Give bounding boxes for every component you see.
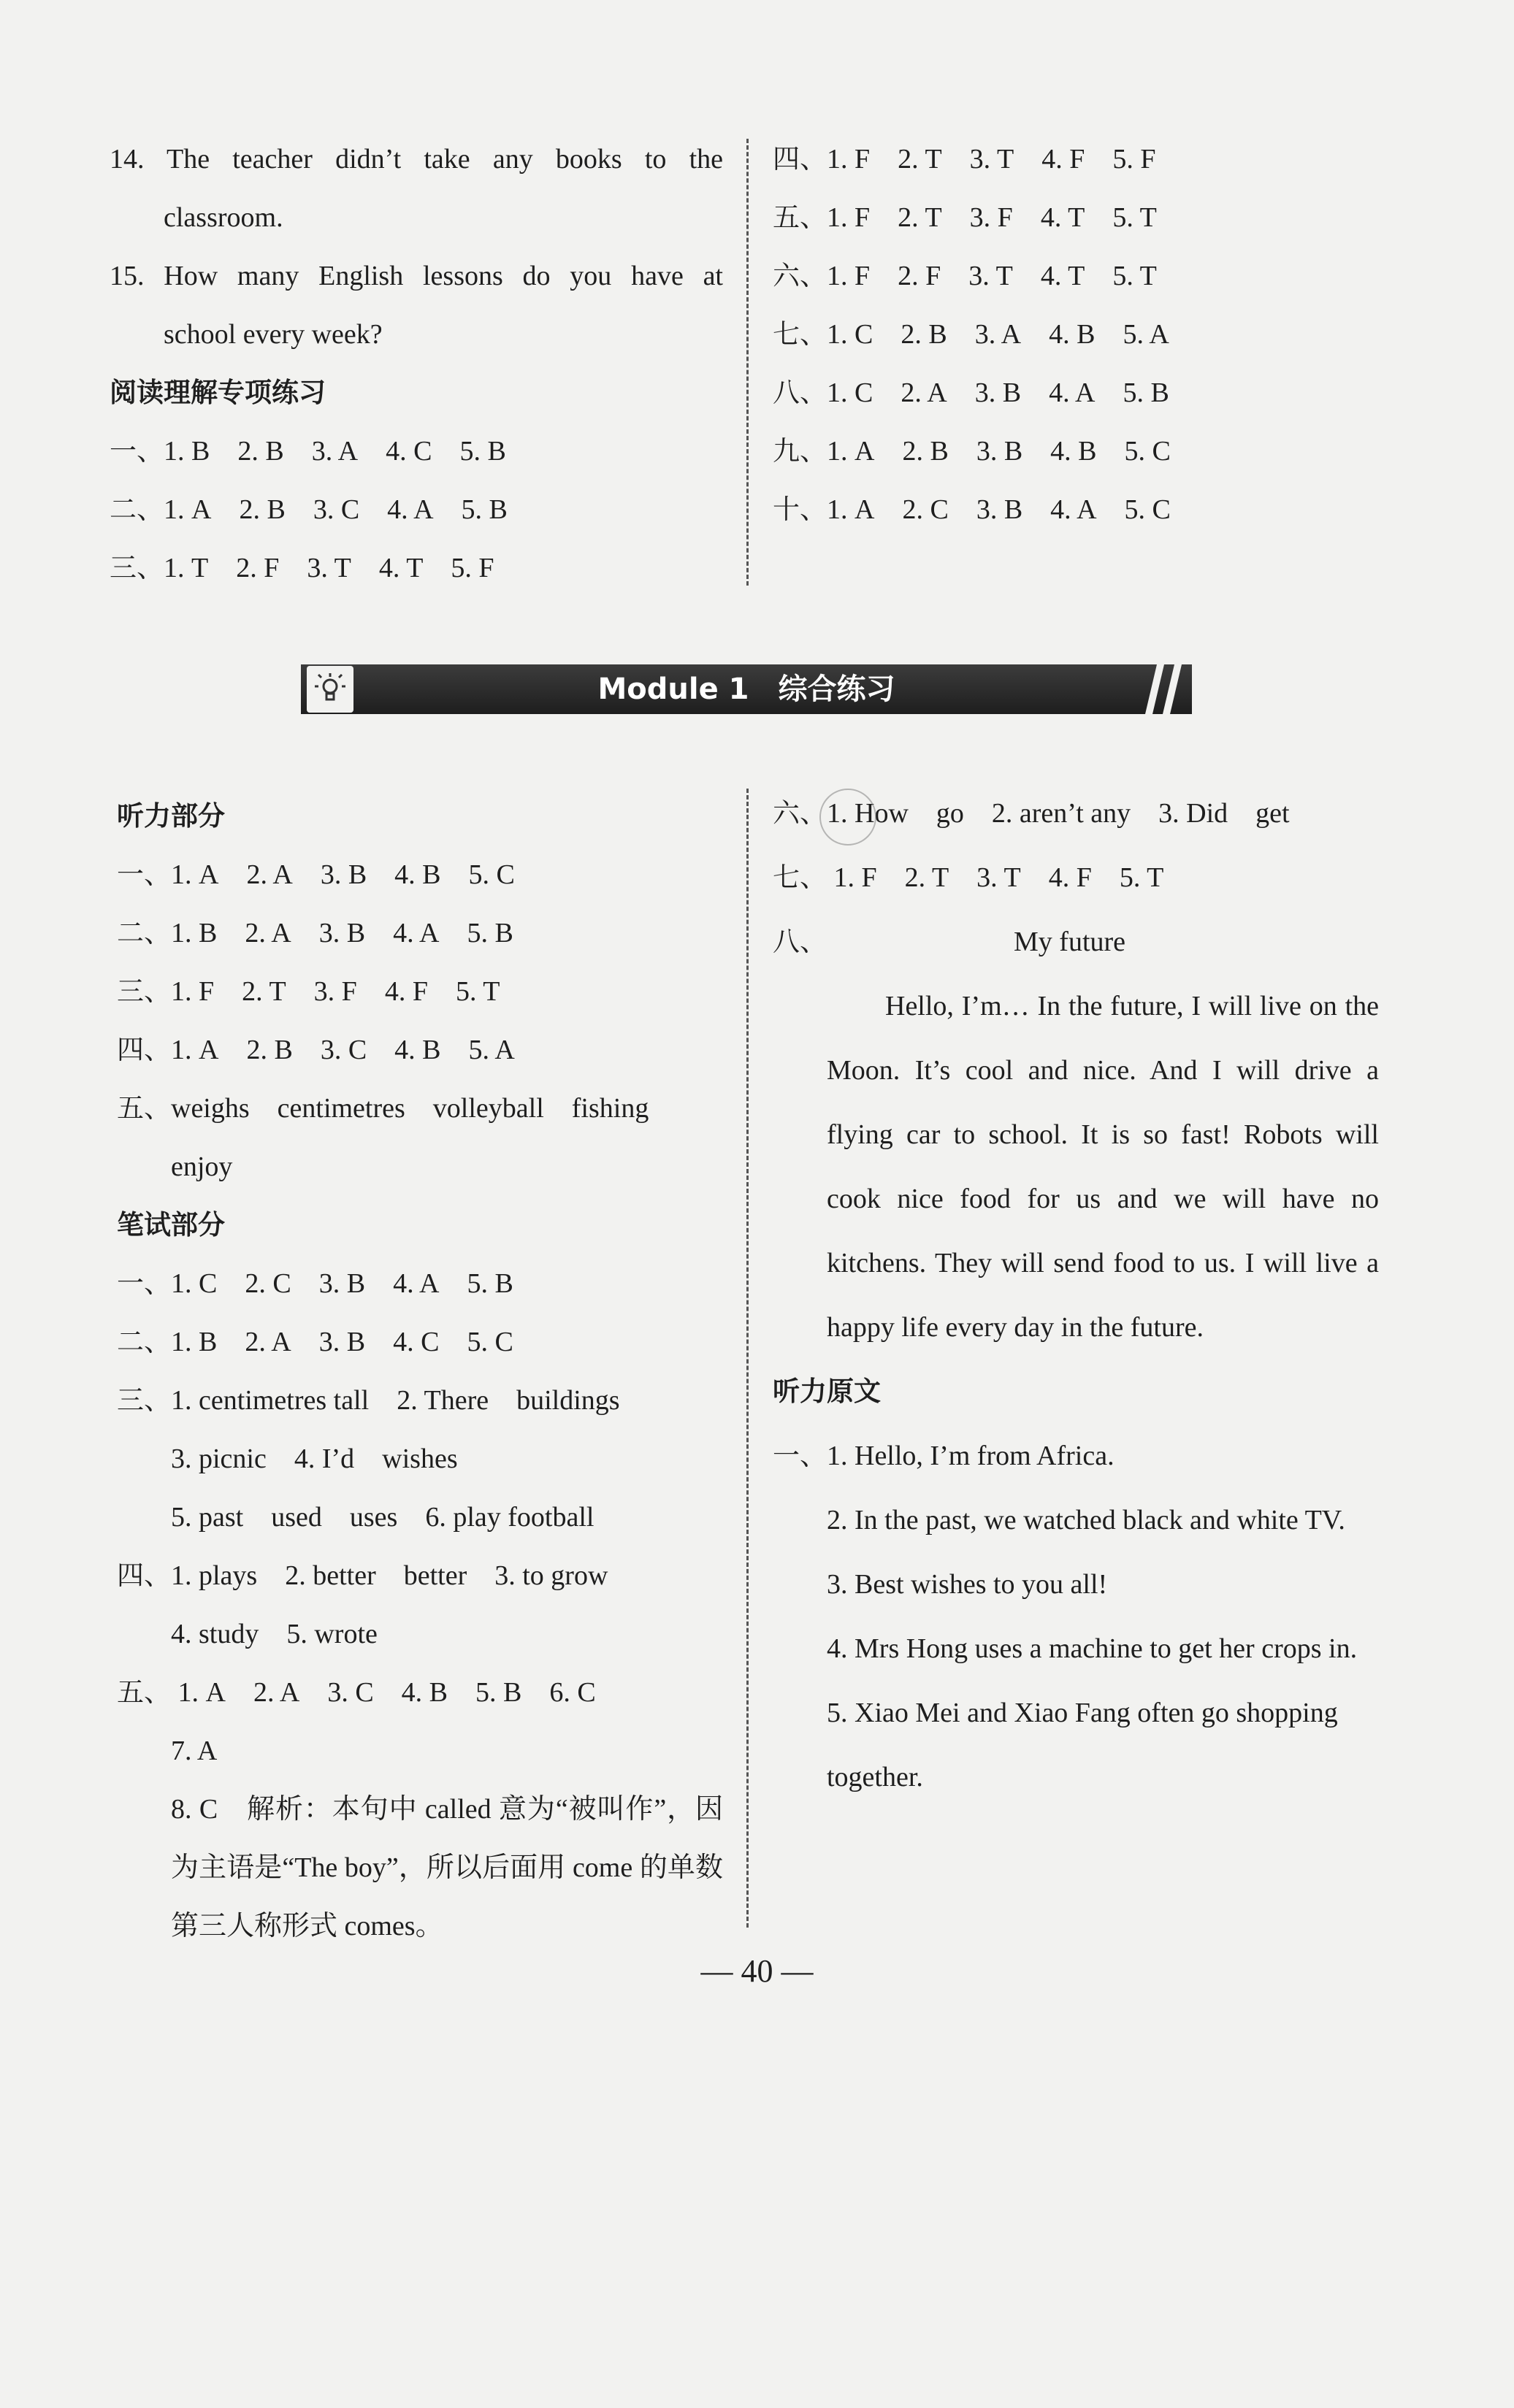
answer-item: 5. B bbox=[1123, 377, 1169, 408]
answer-item: 5. A bbox=[1123, 319, 1169, 350]
answer-item: 2. T bbox=[242, 976, 286, 1007]
answer-row bbox=[773, 305, 1401, 364]
question-14-line1: 14. The teacher didn’t take any books to the bbox=[110, 144, 723, 175]
reading-section-title: 阅读理解专项练习 bbox=[110, 377, 326, 408]
answer-item: uses bbox=[349, 1502, 398, 1533]
answer-item: 3. Did bbox=[1158, 798, 1228, 829]
answer-item: 5. past bbox=[171, 1502, 244, 1533]
answer-item: 5. wrote bbox=[286, 1619, 378, 1649]
answer-item: 1. centimetres tall bbox=[171, 1385, 370, 1416]
question-15-line1: 15. How many English lessons do you have at bbox=[110, 261, 723, 291]
answer-item: 5. B bbox=[475, 1677, 522, 1708]
question-15-line2: school every week? bbox=[164, 319, 383, 350]
answer-row-label: 二、 bbox=[117, 917, 171, 948]
right-q6-label: 六、 bbox=[773, 797, 827, 829]
answer-item: 3. T bbox=[976, 862, 1021, 893]
written-q5-line1 bbox=[117, 1663, 723, 1722]
answer-row-label: 四、 bbox=[773, 143, 827, 175]
reading-answer-rows bbox=[110, 422, 723, 597]
answer-item: 1. F bbox=[833, 862, 877, 893]
answer-item: 3. T bbox=[307, 553, 351, 583]
answer-item: 3. A bbox=[311, 436, 359, 467]
answer-item: 5. F bbox=[1112, 144, 1156, 175]
right-q7 bbox=[773, 846, 1379, 910]
answer-item: 5. B bbox=[467, 918, 513, 948]
answer-row-label: 八、 bbox=[773, 377, 827, 408]
written-q5-continued: 7. A bbox=[171, 1736, 218, 1766]
answer-row bbox=[773, 364, 1401, 422]
answer-item: 2. T bbox=[904, 862, 949, 893]
answer-item: 3. B bbox=[976, 494, 1023, 525]
q5-word: fishing bbox=[571, 1093, 649, 1124]
answer-item: 2. A bbox=[245, 1327, 291, 1357]
answer-row bbox=[773, 188, 1401, 247]
answer-item: 3. B bbox=[320, 859, 367, 890]
written-answer-rows bbox=[117, 1254, 723, 1371]
answer-item: 4. T bbox=[1040, 261, 1085, 291]
answer-item: 1. C bbox=[171, 1268, 218, 1299]
answer-item: 5. B bbox=[459, 436, 506, 467]
transcript-label: 一、 bbox=[773, 1440, 827, 1471]
answer-item: 4. F bbox=[1048, 862, 1092, 893]
answer-item: 1. A bbox=[177, 1677, 226, 1708]
answer-row bbox=[117, 846, 723, 904]
answer-item: 4. I’d bbox=[294, 1443, 355, 1474]
answer-item: wishes bbox=[382, 1443, 458, 1474]
written-q5-label: 五、 bbox=[117, 1676, 171, 1708]
answer-item: 4. A bbox=[393, 1268, 440, 1299]
answer-item: 2. B bbox=[246, 1035, 293, 1065]
answer-row-label: 三、 bbox=[117, 975, 171, 1007]
essay-text: Hello, I’m… In the future, I will live on the Moon. It’s cool and nice. And I will drive a flying car to school. It is so fast! Robots will cook nice food for us and we will have no kitchens. They will send food to us. I will live a happy life every day in the future. bbox=[827, 991, 1379, 1343]
answer-item: 3. F bbox=[313, 976, 357, 1007]
transcript-item: 5. Xiao Mei and Xiao Fang often go shopping together. bbox=[827, 1698, 1338, 1792]
answer-item: 2. better bbox=[285, 1560, 376, 1591]
answer-row bbox=[773, 247, 1401, 305]
answer-item: 4. C bbox=[386, 436, 432, 467]
answer-item: buildings bbox=[516, 1385, 620, 1416]
module-banner bbox=[301, 664, 1192, 714]
answer-item: 2. F bbox=[898, 261, 941, 291]
answer-item: 1. A bbox=[171, 859, 219, 890]
banner-slash-decoration bbox=[1129, 664, 1188, 714]
answer-row bbox=[117, 1021, 723, 1079]
answer-row-label: 一、 bbox=[110, 435, 164, 467]
right-q8-heading bbox=[773, 910, 1379, 974]
answer-item: 2. A bbox=[246, 859, 293, 890]
answer-item: 4. B bbox=[1050, 436, 1097, 467]
top-right-answer-rows bbox=[773, 130, 1401, 539]
written-q4-line2 bbox=[117, 1605, 723, 1663]
top-left-column bbox=[110, 130, 723, 597]
listening-q5-continued: enjoy bbox=[171, 1151, 233, 1182]
answer-item: 6. C bbox=[549, 1677, 596, 1708]
answer-item: 5. T bbox=[1119, 862, 1164, 893]
answer-item: 4. A bbox=[1049, 377, 1096, 408]
answer-item: 2. B bbox=[239, 494, 286, 525]
answer-item: 1. C bbox=[827, 377, 873, 408]
transcript-item: 4. Mrs Hong uses a machine to get her crops in. bbox=[827, 1633, 1358, 1664]
answer-item: 1. B bbox=[171, 918, 218, 948]
listening-answer-rows bbox=[117, 846, 723, 1079]
answer-item: 4. F bbox=[384, 976, 428, 1007]
answer-item: 5. T bbox=[1112, 261, 1157, 291]
answer-item: 2. B bbox=[237, 436, 284, 467]
answer-item: 2. There bbox=[397, 1385, 489, 1416]
answer-row bbox=[110, 480, 723, 539]
answer-item: 1. F bbox=[827, 202, 871, 233]
listening-q5 bbox=[117, 1079, 723, 1138]
answer-row bbox=[773, 480, 1401, 539]
answer-row-label: 二、 bbox=[110, 494, 164, 525]
answer-item: 4. B bbox=[401, 1677, 448, 1708]
answer-item: 3. B bbox=[318, 918, 366, 948]
answer-item: 1. T bbox=[164, 553, 209, 583]
answer-row-label: 七、 bbox=[773, 318, 827, 350]
question-14-line2: classroom. bbox=[164, 202, 283, 233]
answer-item: 4. T bbox=[1040, 202, 1085, 233]
answer-row-label: 一、 bbox=[117, 1268, 171, 1299]
transcript-item: 3. Best wishes to you all! bbox=[827, 1569, 1108, 1600]
answer-item: 3. B bbox=[974, 377, 1022, 408]
right-q7-label: 七、 bbox=[773, 862, 827, 893]
lower-left-column bbox=[117, 787, 723, 1955]
answer-row-label: 十、 bbox=[773, 494, 827, 525]
answer-item: 1. F bbox=[171, 976, 215, 1007]
answer-item: 5. C bbox=[467, 1327, 513, 1357]
written-q4-line1 bbox=[117, 1546, 723, 1605]
answer-row-label: 一、 bbox=[117, 859, 171, 890]
written-q4-label: 四、 bbox=[117, 1560, 171, 1591]
answer-item: 2. C bbox=[902, 494, 949, 525]
answer-item: 3. A bbox=[974, 319, 1022, 350]
answer-item: 1. B bbox=[171, 1327, 218, 1357]
answer-row bbox=[117, 1254, 723, 1313]
transcript-item: 1. Hello, I’m from Africa. bbox=[827, 1441, 1115, 1471]
answer-item: 5. C bbox=[468, 859, 515, 890]
answer-row-label: 二、 bbox=[117, 1326, 171, 1357]
written-q3-line1 bbox=[117, 1371, 723, 1430]
answer-item: 2. A bbox=[901, 377, 947, 408]
transcript-section-title: 听力原文 bbox=[773, 1376, 881, 1407]
answer-item: 3. C bbox=[327, 1677, 374, 1708]
answer-item: 5. F bbox=[451, 553, 494, 583]
written-q3-label: 三、 bbox=[117, 1384, 171, 1416]
answer-row-label: 三、 bbox=[110, 552, 164, 583]
answer-item: 4. B bbox=[394, 1035, 441, 1065]
q5-word: centimetres bbox=[277, 1093, 405, 1124]
answer-row-label: 四、 bbox=[117, 1034, 171, 1065]
answer-item: 2. F bbox=[236, 553, 280, 583]
answer-item: 4. C bbox=[393, 1327, 440, 1357]
top-right-column bbox=[773, 130, 1401, 539]
written-q3-line3 bbox=[117, 1488, 723, 1546]
transcript-item: 2. In the past, we watched black and white TV. bbox=[827, 1505, 1345, 1535]
answer-item: 1. How bbox=[827, 798, 909, 829]
answer-item: 3. T bbox=[969, 144, 1014, 175]
answer-item: 5. B bbox=[467, 1268, 513, 1299]
column-divider-top bbox=[746, 139, 749, 586]
answer-item: 1. B bbox=[164, 436, 210, 467]
seal-stamp bbox=[819, 789, 876, 846]
transcript-list bbox=[773, 1424, 1379, 1809]
answer-row-label: 九、 bbox=[773, 435, 827, 467]
answer-item: 3. picnic bbox=[171, 1443, 267, 1474]
written-q5-explanation: 8. C 解析：本句中 called 意为“被叫作”，因为主语是“The boy”，所以后面用 come 的单数第三人称形式 comes。 bbox=[171, 1794, 723, 1941]
q5-word: volleyball bbox=[432, 1093, 544, 1124]
answer-item: 1. A bbox=[171, 1035, 219, 1065]
answer-item: 3. F bbox=[969, 202, 1013, 233]
answer-item: 2. T bbox=[898, 144, 942, 175]
answer-item: 5. A bbox=[468, 1035, 515, 1065]
answer-item: 3. B bbox=[976, 436, 1023, 467]
listening-section-title: 听力部分 bbox=[117, 800, 225, 832]
essay-title: My future bbox=[1014, 927, 1126, 957]
answer-item: 3. B bbox=[318, 1327, 366, 1357]
answer-item: 3. C bbox=[320, 1035, 367, 1065]
answer-item: get bbox=[1255, 798, 1290, 829]
written-section-title: 笔试部分 bbox=[117, 1209, 225, 1241]
answer-row bbox=[117, 962, 723, 1021]
answer-item: 1. A bbox=[827, 436, 875, 467]
answer-item: 1. F bbox=[827, 261, 871, 291]
answer-item: 5. C bbox=[1124, 494, 1171, 525]
answer-item: 4. B bbox=[394, 859, 441, 890]
answer-item: 2. B bbox=[902, 436, 949, 467]
answer-item: 2. C bbox=[245, 1268, 291, 1299]
answer-item: 4. A bbox=[387, 494, 434, 525]
answer-item: 2. A bbox=[245, 918, 291, 948]
right-q8-label: 八、 bbox=[773, 926, 827, 957]
answer-item: 3. to grow bbox=[494, 1560, 608, 1591]
answer-item: 4. A bbox=[1050, 494, 1097, 525]
answer-item: 2. aren’t any bbox=[991, 798, 1131, 829]
answer-item: better bbox=[403, 1560, 467, 1591]
answer-item: 5. T bbox=[455, 976, 500, 1007]
answer-item: 1. F bbox=[827, 144, 871, 175]
answer-item: go bbox=[936, 798, 964, 829]
answer-item: 4. B bbox=[1049, 319, 1096, 350]
answer-item: 4. study bbox=[171, 1619, 259, 1649]
written-q3-line2 bbox=[117, 1430, 723, 1488]
listening-q5-label: 五、 bbox=[117, 1092, 171, 1124]
answer-item: 2. T bbox=[898, 202, 942, 233]
answer-row-label: 六、 bbox=[773, 260, 827, 291]
answer-item: 1. A bbox=[164, 494, 212, 525]
answer-item: 2. B bbox=[901, 319, 947, 350]
answer-item: 5. C bbox=[1124, 436, 1171, 467]
answer-item: 3. C bbox=[313, 494, 360, 525]
answer-item: 4. A bbox=[393, 918, 440, 948]
answer-item: 1. A bbox=[827, 494, 875, 525]
lower-right-column bbox=[773, 781, 1379, 1809]
page-number: — 40 — bbox=[700, 1953, 814, 1989]
answer-item: 6. play football bbox=[425, 1502, 594, 1533]
answer-item: 4. T bbox=[378, 553, 424, 583]
answer-item: 2. A bbox=[253, 1677, 300, 1708]
module-banner-title: Module 1 综合练习 bbox=[597, 672, 895, 706]
q5-word: weighs bbox=[171, 1093, 250, 1124]
answer-row-label: 五、 bbox=[773, 202, 827, 233]
column-divider-bottom bbox=[746, 789, 749, 1928]
answer-row bbox=[117, 1313, 723, 1371]
answer-row bbox=[773, 130, 1401, 188]
answer-item: 1. plays bbox=[171, 1560, 258, 1591]
answer-item: 1. C bbox=[827, 319, 873, 350]
transcript-items bbox=[773, 1424, 1379, 1809]
answer-item: 3. T bbox=[968, 261, 1013, 291]
answer-item: 5. B bbox=[461, 494, 508, 525]
answer-row bbox=[773, 422, 1401, 480]
answer-row bbox=[117, 904, 723, 962]
answer-item: used bbox=[271, 1502, 322, 1533]
answer-item: 4. F bbox=[1041, 144, 1085, 175]
answer-row bbox=[110, 539, 723, 597]
answer-item: 3. B bbox=[318, 1268, 366, 1299]
answer-item: 5. T bbox=[1112, 202, 1157, 233]
answer-row bbox=[110, 422, 723, 480]
